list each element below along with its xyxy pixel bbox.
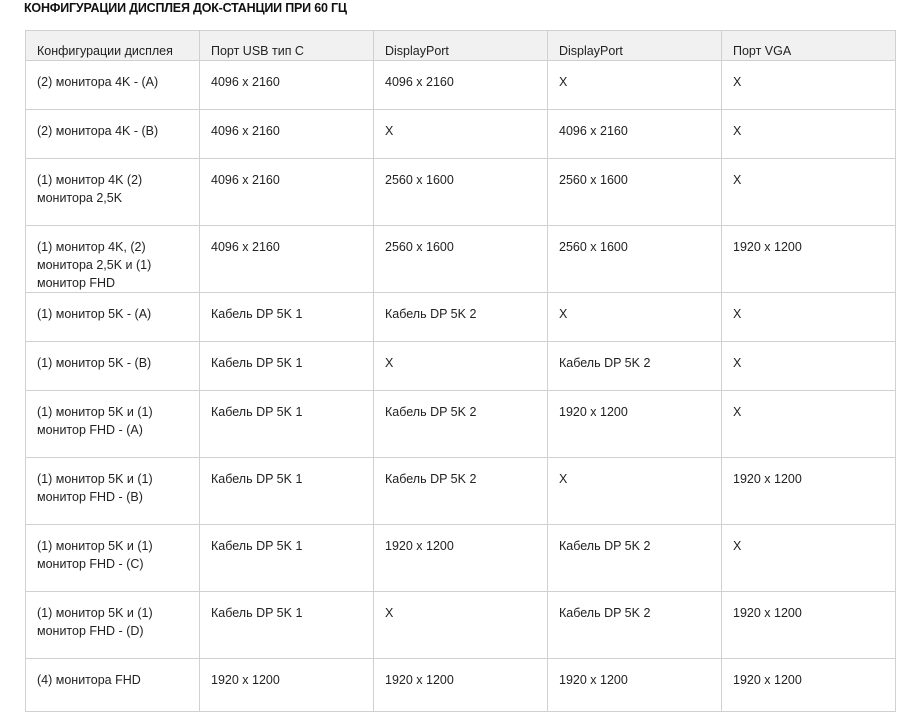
table-cell: (1) монитор 5K и (1) монитор FHD - (C) bbox=[26, 525, 200, 592]
table-cell: 2560 x 1600 bbox=[374, 226, 548, 293]
table-cell: 1920 x 1200 bbox=[548, 391, 722, 458]
table-cell: 4096 x 2160 bbox=[200, 159, 374, 226]
table-cell: 1920 x 1200 bbox=[722, 659, 896, 712]
table-cell: (1) монитор 4K, (2) монитора 2,5K и (1) монитор FHD bbox=[26, 226, 200, 293]
table-cell: Кабель DP 5K 2 bbox=[374, 293, 548, 342]
table-cell: 1920 x 1200 bbox=[374, 659, 548, 712]
table-row bbox=[26, 342, 896, 391]
header-displayport-2: DisplayPort bbox=[548, 31, 722, 61]
table-cell: 2560 x 1600 bbox=[548, 226, 722, 293]
table-cell: Кабель DP 5K 2 bbox=[374, 391, 548, 458]
table-cell: (2) монитора 4K - (B) bbox=[26, 110, 200, 159]
table-cell: 1920 x 1200 bbox=[374, 525, 548, 592]
table-cell: Кабель DP 5K 1 bbox=[200, 458, 374, 525]
table-cell: X bbox=[722, 342, 896, 391]
table-cell: X bbox=[374, 110, 548, 159]
table-row bbox=[26, 659, 896, 712]
header-row bbox=[26, 31, 896, 61]
table-cell: 4096 x 2160 bbox=[374, 61, 548, 110]
table-cell: Кабель DP 5K 1 bbox=[200, 342, 374, 391]
table-cell: Кабель DP 5K 2 bbox=[548, 342, 722, 391]
table-cell: Кабель DP 5K 2 bbox=[548, 592, 722, 659]
table-cell: 4096 x 2160 bbox=[200, 226, 374, 293]
table-cell: 1920 x 1200 bbox=[200, 659, 374, 712]
table-row bbox=[26, 226, 896, 293]
table-cell: X bbox=[722, 525, 896, 592]
table-cell: 1920 x 1200 bbox=[722, 458, 896, 525]
table-cell: 2560 x 1600 bbox=[374, 159, 548, 226]
table-row bbox=[26, 110, 896, 159]
table-cell: (1) монитор 4K (2) монитора 2,5K bbox=[26, 159, 200, 226]
table-cell: (1) монитор 5K и (1) монитор FHD - (D) bbox=[26, 592, 200, 659]
table-row bbox=[26, 159, 896, 226]
table-cell: X bbox=[548, 293, 722, 342]
table-cell: X bbox=[548, 61, 722, 110]
table-cell: Кабель DP 5K 2 bbox=[374, 458, 548, 525]
table-row bbox=[26, 458, 896, 525]
table-cell: X bbox=[722, 159, 896, 226]
table-row bbox=[26, 61, 896, 110]
table-row bbox=[26, 293, 896, 342]
table-cell: X bbox=[374, 342, 548, 391]
table-row bbox=[26, 592, 896, 659]
table-cell: 2560 x 1600 bbox=[548, 159, 722, 226]
table-cell: Кабель DP 5K 1 bbox=[200, 391, 374, 458]
table-cell: X bbox=[722, 293, 896, 342]
table-cell: X bbox=[722, 61, 896, 110]
table-cell: 1920 x 1200 bbox=[722, 226, 896, 293]
header-vga-port: Порт VGA bbox=[722, 31, 896, 61]
table-cell: Кабель DP 5K 1 bbox=[200, 293, 374, 342]
table-cell: 1920 x 1200 bbox=[722, 592, 896, 659]
table-cell: X bbox=[722, 391, 896, 458]
table-cell: X bbox=[548, 458, 722, 525]
table-header bbox=[26, 31, 896, 61]
table-cell: X bbox=[722, 110, 896, 159]
table-cell: 4096 x 2160 bbox=[548, 110, 722, 159]
table-row bbox=[26, 525, 896, 592]
table-cell: Кабель DP 5K 1 bbox=[200, 592, 374, 659]
header-display-configurations: Конфигурации дисплея bbox=[26, 31, 200, 61]
display-config-table bbox=[25, 30, 896, 712]
table-cell: 1920 x 1200 bbox=[548, 659, 722, 712]
table-cell: (1) монитор 5K - (B) bbox=[26, 342, 200, 391]
table-body bbox=[26, 61, 896, 712]
table-cell: 4096 x 2160 bbox=[200, 61, 374, 110]
header-displayport-1: DisplayPort bbox=[374, 31, 548, 61]
header-usb-type-c-port: Порт USB тип C bbox=[200, 31, 374, 61]
page-title: КОНФИГУРАЦИИ ДИСПЛЕЯ ДОК-СТАНЦИИ ПРИ 60 ГЦ bbox=[24, 1, 347, 15]
table-cell: (4) монитора FHD bbox=[26, 659, 200, 712]
table-cell: Кабель DP 5K 1 bbox=[200, 525, 374, 592]
table-cell: (1) монитор 5K и (1) монитор FHD - (B) bbox=[26, 458, 200, 525]
table-cell: (1) монитор 5K и (1) монитор FHD - (A) bbox=[26, 391, 200, 458]
table-cell: X bbox=[374, 592, 548, 659]
table-cell: (1) монитор 5K - (A) bbox=[26, 293, 200, 342]
table-cell: 4096 x 2160 bbox=[200, 110, 374, 159]
table-row bbox=[26, 391, 896, 458]
table-cell: Кабель DP 5K 2 bbox=[548, 525, 722, 592]
table-cell: (2) монитора 4K - (A) bbox=[26, 61, 200, 110]
